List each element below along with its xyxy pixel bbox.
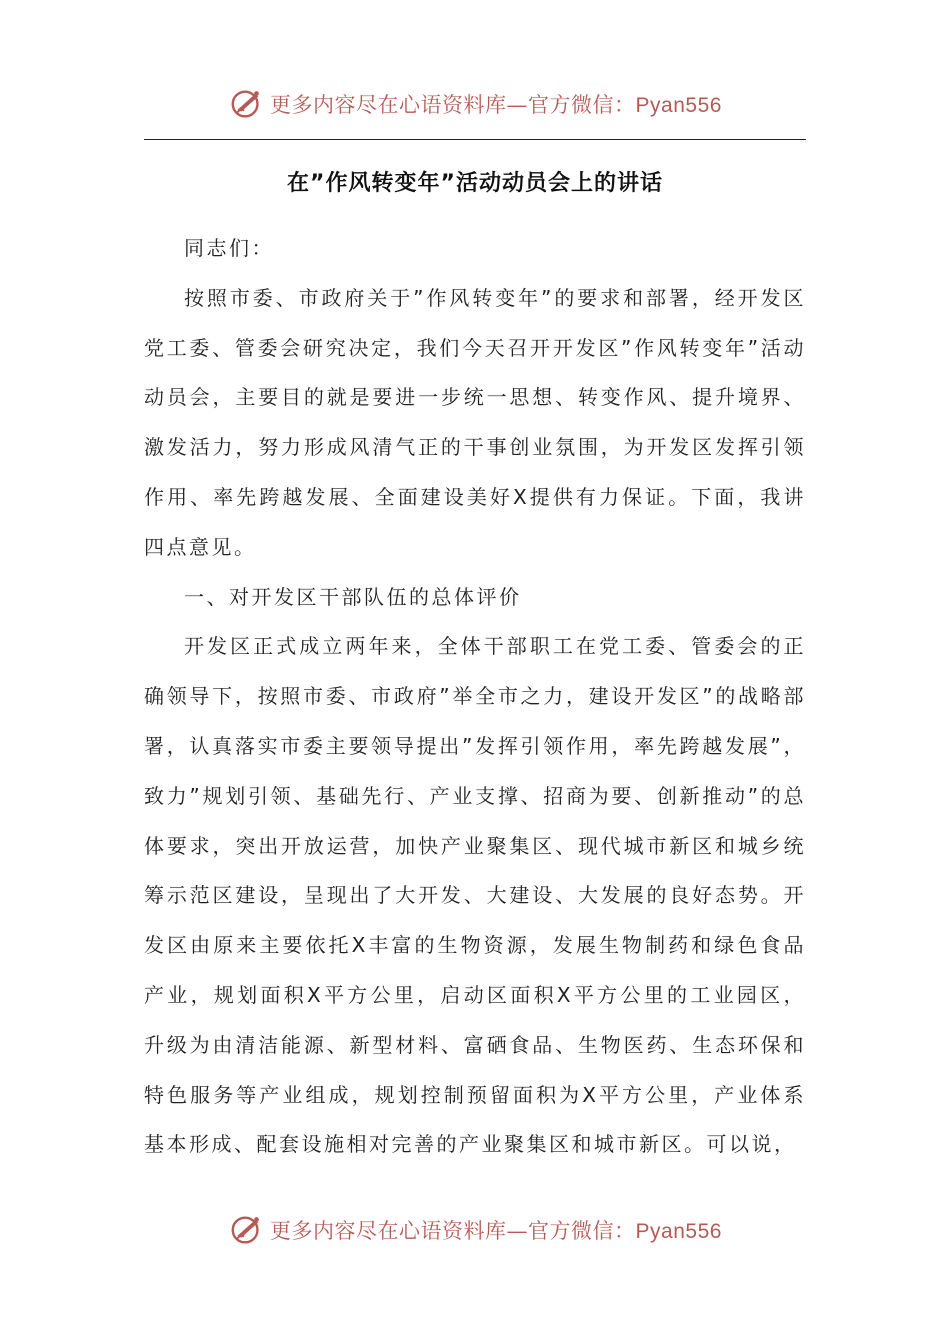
section-heading: 一、对开发区干部队伍的总体评价: [184, 584, 522, 609]
document-body: [144, 224, 806, 1170]
footer-banner-text: 更多内容尽在心语资料库—官方微信：Pyan556: [270, 1219, 722, 1243]
document-title: 在”作风转变年”活动动员会上的讲话: [287, 171, 663, 196]
greeting: 同志们：: [184, 236, 274, 260]
footer-wechat-id: Pyan556: [635, 1220, 722, 1243]
header-wechat-id: Pyan556: [635, 94, 722, 117]
header-banner: [0, 82, 950, 126]
header-divider: [144, 139, 806, 140]
logo-icon: [228, 1211, 266, 1249]
logo-icon: [228, 85, 266, 123]
header-banner-text: 更多内容尽在心语资料库—官方微信：Pyan556: [270, 93, 722, 117]
footer-banner: [0, 1208, 950, 1252]
paragraph: 按照市委、市政府关于”作风转变年”的要求和部署，经开发区党工委、管委会研究决定，我们今天召开开发区”作风转变年”活动动员会，主要目的就是要进一步统一思想、转变作风、提升境界、激发活力，努力形成风清气正的干事创业氛围，为开发区发挥引领作用、率先跨越发展、全面建设美好X提供有力保证。下面，我讲四点意见。: [144, 285, 806, 559]
paragraph: 开发区正式成立两年来，全体干部职工在党工委、管委会的正确领导下，按照市委、市政府”举全市之力，建设开发区”的战略部署，认真落实市委主要领导提出”发挥引领作用，率先跨越发展”，致力”规划引领、基础先行、产业支撑、招商为要、创新推动”的总体要求，突出开放运营，加快产业聚集区、现代城市新区和城乡统筹示范区建设，呈现出了大开发、大建设、大发展的良好态势。开发区由原来主要依托X丰富的生物资源，发展生物制药和绿色食品产业，规划面积X平方公里，启动区面积X平方公里的工业园区，升级为由清洁能源、新型材料、富硒食品、生物医药、生态环保和特色服务等产业组成，规划控制预留面积为X平方公里，产业体系基本形成、配套设施相对完善的产业聚集区和城市新区。可以说，: [144, 634, 806, 1157]
